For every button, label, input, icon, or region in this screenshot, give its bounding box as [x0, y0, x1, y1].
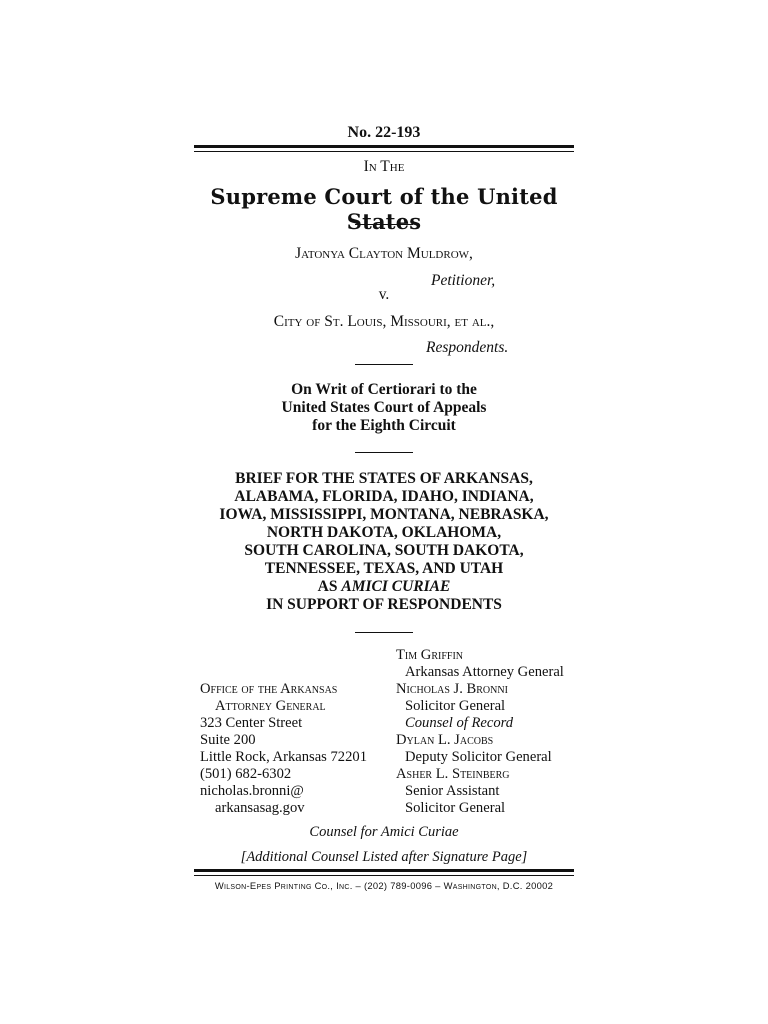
office-city: Little Rock, Arkansas 72201 — [200, 749, 367, 765]
counsel-title: Solicitor General — [405, 800, 506, 816]
brief-title-line: NORTH DAKOTA, OKLAHOMA, — [266, 524, 502, 541]
counsel-for: Counsel for Amici Curiae — [309, 824, 459, 840]
divider-2 — [355, 364, 413, 365]
court-name: Supreme Court of the United States — [210, 184, 558, 234]
brief-as: AS — [317, 578, 338, 595]
writ-heading — [194, 381, 574, 435]
petitioner-role: Petitioner, — [431, 272, 496, 289]
counsel-name: Tim Griffin — [396, 647, 463, 663]
office-phone: (501) 682-6302 — [200, 766, 292, 782]
divider-3 — [355, 452, 413, 453]
counsel-title: Senior Assistant — [405, 783, 500, 799]
top-rule-thick — [194, 145, 574, 148]
top-rule-thin — [194, 151, 574, 152]
in-the-label: In The — [363, 158, 405, 175]
office-address — [200, 681, 367, 817]
brief-support-line: IN SUPPORT OF RESPONDENTS — [266, 596, 502, 613]
counsel-title: Counsel of Record — [405, 715, 514, 731]
writ-line: for the Eighth Circuit — [312, 417, 456, 434]
brief-amici-line — [194, 578, 574, 596]
petitioner-name: Jatonya Clayton Muldrow, — [295, 245, 473, 262]
divider-1 — [355, 224, 413, 225]
office-email: nicholas.bronni@ — [200, 783, 304, 799]
counsel-name: Dylan L. Jacobs — [396, 732, 494, 748]
printer-line: Wilson-Epes Printing Co., Inc. – (202) 789-0096 – Washington, D.C. 20002 — [214, 880, 554, 891]
brief-title — [194, 470, 574, 614]
versus: v. — [378, 286, 390, 303]
counsel-list — [396, 647, 564, 817]
respondent-name: City of St. Louis, Missouri, et al., — [273, 313, 495, 330]
additional-counsel-note: [Additional Counsel Listed after Signature Page] — [240, 849, 528, 865]
counsel-name: Asher L. Steinberg — [396, 766, 510, 782]
office-line: Attorney General — [215, 698, 326, 714]
brief-title-line: ALABAMA, FLORIDA, IDAHO, INDIANA, — [234, 488, 534, 505]
brief-title-line: IOWA, MISSISSIPPI, MONTANA, NEBRASKA, — [219, 506, 549, 523]
counsel-title: Solicitor General — [405, 698, 506, 714]
brief-title-line: TENNESSEE, TEXAS, AND UTAH — [264, 560, 504, 577]
counsel-title: Deputy Solicitor General — [405, 749, 552, 765]
writ-line: On Writ of Certiorari to the — [291, 381, 477, 398]
counsel-title: Arkansas Attorney General — [405, 664, 564, 680]
office-suite: Suite 200 — [200, 732, 256, 748]
counsel-name: Nicholas J. Bronni — [396, 681, 508, 697]
office-email: arkansasag.gov — [215, 800, 305, 816]
bottom-rule-thin — [194, 875, 574, 876]
office-line: Office of the Arkansas — [200, 681, 338, 697]
docket-number: No. 22-193 — [347, 124, 421, 141]
brief-title-line: BRIEF FOR THE STATES OF ARKANSAS, — [235, 470, 533, 487]
office-street: 323 Center Street — [200, 715, 303, 731]
brief-amici: AMICI CURIAE — [341, 578, 451, 595]
brief-title-line: SOUTH CAROLINA, SOUTH DAKOTA, — [244, 542, 524, 559]
divider-4 — [355, 632, 413, 633]
bottom-rule-thick — [194, 869, 574, 872]
respondent-role: Respondents. — [426, 339, 509, 356]
writ-line: United States Court of Appeals — [281, 399, 487, 416]
